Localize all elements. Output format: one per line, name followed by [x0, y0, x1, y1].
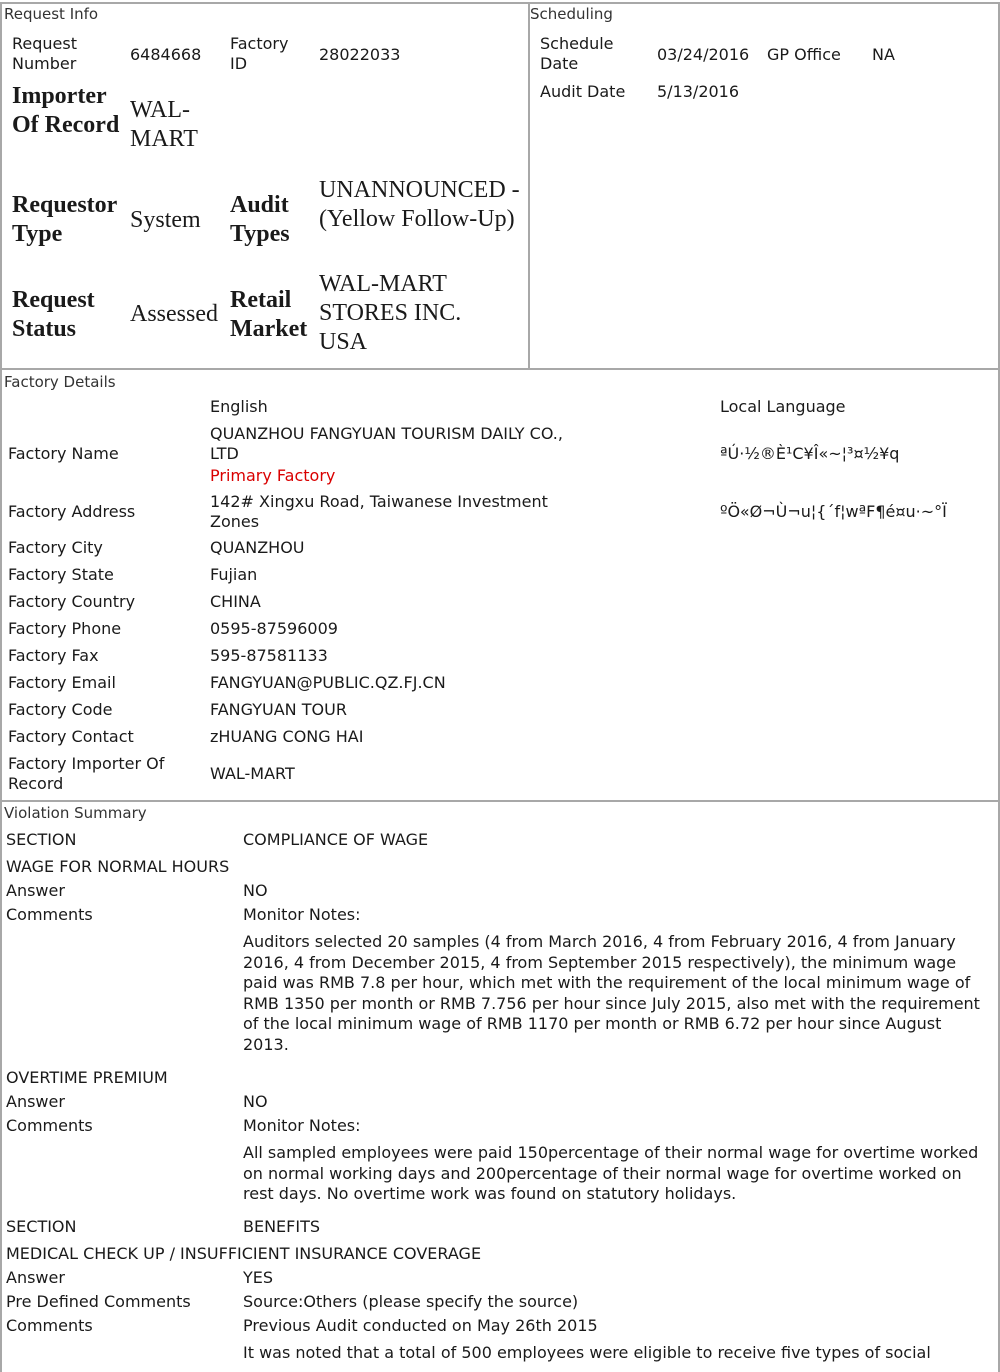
- factory-contact-label: Factory Contact: [8, 727, 134, 746]
- factory-code-value: FANGYUAN TOUR: [210, 700, 347, 719]
- column-english: English: [210, 397, 268, 416]
- factory-address-label: Factory Address: [8, 502, 136, 521]
- comment-text-3: Previous Audit conducted on May 26th 2015: [243, 1316, 598, 1335]
- comment-line: rest days. No overtime work was found on statutory holidays.: [243, 1184, 737, 1204]
- comments-label-2: Comments: [6, 1116, 93, 1135]
- factory-code-label: Factory Code: [8, 700, 113, 719]
- item-title-medical-check: MEDICAL CHECK UP / INSUFFICIENT INSURANCE COVERAGE: [6, 1244, 482, 1263]
- answer-value-3: YES: [243, 1268, 274, 1287]
- schedule-date-label: Schedule Date: [540, 34, 614, 73]
- comment-line: on normal working days and 200percentage of their normal wage for overtime worked on: [243, 1163, 962, 1183]
- requestor-type-value: System: [130, 207, 201, 233]
- predefined-comments-value: Source:Others (please specify the source): [243, 1292, 579, 1311]
- factory-phone-value: 0595-87596009: [210, 619, 338, 638]
- violation-summary-title: Violation Summary: [4, 804, 147, 822]
- importer-label: Importer Of Record: [12, 83, 120, 138]
- gp-office-value: NA: [872, 45, 895, 64]
- answer-label-3: Answer: [6, 1268, 65, 1287]
- comment-line: 2013.: [243, 1034, 289, 1054]
- factory-name-value: QUANZHOU FANGYUAN TOURISM DAILY CO., LTD: [210, 424, 563, 463]
- factory-fax-value: 595-87581133: [210, 646, 328, 665]
- comments-label-1: Comments: [6, 905, 93, 924]
- request-number-label: Request Number: [12, 34, 77, 73]
- comment-line: paid was RMB 7.8 per hour, which met with the requirement of the local minimum wage of: [243, 973, 971, 993]
- factory-details-title: Factory Details: [4, 373, 116, 391]
- factory-importer-value: WAL-MART: [210, 764, 295, 783]
- comment-line: of the local minimum wage of RMB 1170 per month or RMB 6.72 per hour since August: [243, 1014, 942, 1034]
- request-status-value: Assessed: [130, 301, 218, 327]
- answer-value-1: NO: [243, 881, 268, 900]
- factory-country-label: Factory Country: [8, 592, 136, 611]
- factory-contact-value: zHUANG CONG HAI: [210, 727, 364, 746]
- factory-address-local: ºÖ«Ø¬Ù¬u¦{´f¦wªF¶é¤u·~°Ï: [720, 502, 947, 521]
- factory-country-value: CHINA: [210, 592, 261, 611]
- comments-label-3: Comments: [6, 1316, 93, 1335]
- predefined-comments-label: Pre Defined Comments: [6, 1292, 191, 1311]
- request-number-value: 6484668: [130, 45, 202, 64]
- monitor-notes-label-1: Monitor Notes:: [243, 905, 361, 924]
- answer-label-2: Answer: [6, 1092, 65, 1111]
- factory-city-value: QUANZHOU: [210, 538, 305, 557]
- answer-label-1: Answer: [6, 881, 65, 900]
- comment-text-3-continued: It was noted that a total of 500 employees were eligible to receive five types of social: [243, 1343, 931, 1362]
- factory-address-value: 142# Xingxu Road, Taiwanese Investment Zones: [210, 492, 548, 531]
- audit-types-label: Audit Types: [230, 192, 290, 247]
- monitor-notes-label-2: Monitor Notes:: [243, 1116, 361, 1135]
- factory-phone-label: Factory Phone: [8, 619, 122, 638]
- item-title-wage-normal-hours: WAGE FOR NORMAL HOURS: [6, 857, 230, 876]
- factory-email-label: Factory Email: [8, 673, 116, 692]
- scheduling-title: Scheduling: [530, 5, 613, 23]
- comment-text-1: [243, 932, 983, 1056]
- factory-name-local: ªÚ·½®È¹C¥Î«~¦³¤½¥q: [720, 444, 900, 463]
- factory-email-value: FANGYUAN@PUBLIC.QZ.FJ.CN: [210, 673, 446, 692]
- request-info-title: Request Info: [4, 5, 99, 23]
- section-label-1: SECTION: [6, 830, 77, 849]
- primary-factory-tag: Primary Factory: [210, 466, 336, 485]
- answer-value-2: NO: [243, 1092, 268, 1111]
- comment-line: Auditors selected 20 samples (4 from March 2016, 4 from February 2016, 4 from January: [243, 932, 956, 951]
- factory-fax-label: Factory Fax: [8, 646, 99, 665]
- comment-line: All sampled employees were paid 150percentage of their normal wage for overtime worked: [243, 1143, 979, 1162]
- section-value-1: COMPLIANCE OF WAGE: [243, 830, 429, 849]
- factory-importer-label: Factory Importer Of Record: [8, 754, 165, 793]
- item-title-overtime-premium: OVERTIME PREMIUM: [6, 1068, 168, 1087]
- section-label-2: SECTION: [6, 1217, 77, 1236]
- audit-date-label: Audit Date: [540, 82, 626, 101]
- factory-name-label: Factory Name: [8, 444, 119, 463]
- importer-value: WAL-MART: [130, 97, 198, 152]
- comment-text-2: [243, 1143, 983, 1205]
- factory-id-label: Factory ID: [230, 34, 289, 73]
- retail-market-label: Retail Market: [230, 287, 308, 342]
- factory-id-value: 28022033: [319, 45, 401, 64]
- gp-office-label: GP Office: [767, 45, 841, 64]
- schedule-date-value: 03/24/2016: [657, 45, 750, 64]
- comment-line: RMB 1350 per month or RMB 7.756 per hour since July 2015, also met with the requirement: [243, 993, 980, 1013]
- factory-state-label: Factory State: [8, 565, 114, 584]
- retail-market-value: WAL-MART STORES INC. USA: [319, 271, 462, 355]
- requestor-type-label: Requestor Type: [12, 192, 117, 247]
- audit-date-value: 5/13/2016: [657, 82, 740, 101]
- section-value-2: BENEFITS: [243, 1217, 321, 1236]
- audit-types-value: UNANNOUNCED - (Yellow Follow-Up): [319, 177, 520, 232]
- factory-city-label: Factory City: [8, 538, 103, 557]
- column-local-language: Local Language: [720, 397, 846, 416]
- request-status-label: Request Status: [12, 287, 95, 342]
- comment-line: 2016, 4 from December 2015, 4 from September 2015 respectively), the minimum wage: [243, 952, 957, 972]
- factory-state-value: Fujian: [210, 565, 258, 584]
